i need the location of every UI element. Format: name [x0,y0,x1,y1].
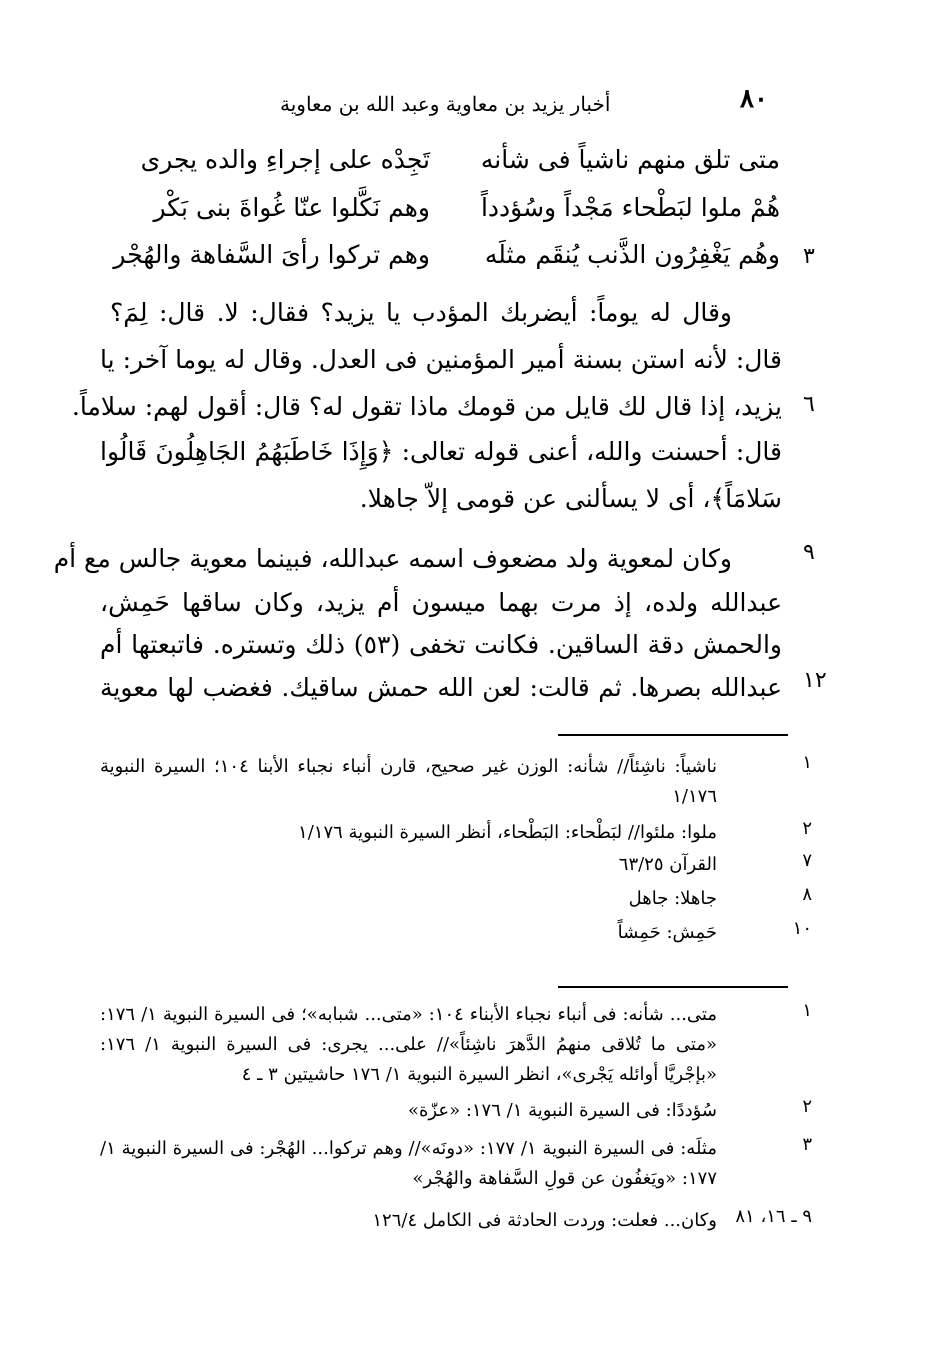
note-text: سُؤددًا: فى السيرة النبوية ١/ ١٧٦: «عزّة» [407,1100,717,1121]
text-line: قال: لأنه استن بسنة أمير المؤمنين فى العدل. وقال له يوما آخر: يا [100,345,782,374]
text-line: وقال له يوماً: أيضربك المؤدب يا يزيد؟ فقال: لا. قال: لِمَ؟ [110,298,732,327]
source-note [100,1096,812,1126]
apparatus-note [100,752,812,812]
sources-divider [558,986,788,988]
line-number: ٩ [803,540,815,565]
apparatus-divider [558,734,788,736]
note-text: ناشياً: ناشِئاً// شأنه: الوزن غير صحيح، قارن أنباء نجباء الأبنا ١٠٤؛ السيرة النبوية ١/١٧٦ [100,756,718,807]
note-text: ملوا: ملئوا// لبَطْحاء: البَطْحاء، أنظر السيرة النبوية ١/١٧٦ [298,822,717,843]
note-number: ٢ [802,1096,812,1117]
note-text: مثلَه: فى السيرة النبوية ١/ ١٧٧: «دونَه»// وهم تركوا... الهُجْر: فى السيرة النبوية ١/ ١٧٧: «ويَغفُون عن قولِ السَّفاهة والهُجْر» [100,1138,717,1189]
note-number: ٧ [802,850,812,871]
text-line: عبدالله ولده، إذ مرت بهما ميسون أم يزيد، وكان ساقها حَمِش، [100,588,782,617]
text-line: سَلامَاً﴾، أى لا يسألنى عن قومى إلاّ جاهلا. [359,484,782,513]
note-number: ١ [802,1000,812,1021]
poem-verse [90,193,780,233]
source-note [100,1000,812,1092]
note-number: ٢ [802,818,812,839]
apparatus-note [100,918,812,948]
apparatus-note [100,884,812,914]
note-text: جاهلا: جاهل [628,888,717,909]
line-number: ١٢ [803,668,827,693]
verse-second-hemistich: وهم نَكَّلوا عنّا غُواةَ بنى بَكْر [153,193,430,222]
note-number: ١ [802,752,812,773]
line-number: ٦ [803,392,815,417]
note-number: ١٠ [792,918,812,939]
note-text: القرآن ٦٣/٢٥ [618,854,717,875]
note-number: ٣ [802,1134,812,1155]
text-line: والحمش دقة الساقين. فكانت تخفى (٥٣) ذلك وتستره. فاتبعتها أم [100,630,782,659]
source-note [100,1206,812,1236]
poem-verse [90,145,780,185]
verse-second-hemistich: وهم تركوا رأىَ السَّفاهة والهُجْر [113,240,430,269]
text-line: قال: أحسنت والله، أعنى قوله تعالى: ﴿وَإِذَا خَاطَبَهُمُ الجَاهِلُونَ قَالُوا [100,437,782,466]
text-line: عبدالله بصرها. ثم قالت: لعن الله حمش ساقيك. فغضب لها معوية [100,673,782,702]
verse-first-hemistich: وهُم يَغْفِرُون الذَّنب يُنقَم مثلَه [484,240,780,269]
note-text: وكان... فعلت: وردت الحادثة فى الكامل ١٢٦/٤ [372,1210,717,1231]
verse-first-hemistich: هُمْ ملوا لبَطْحاء مَجْداً وسُؤدداً [480,193,780,222]
text-line: وكان لمعوية ولد مضعوف اسمه عبدالله، فبينما معوية جالس مع أم [53,544,732,573]
note-text: حَمِش: حَمِشاً [617,922,717,943]
verse-second-hemistich: تَجِدْه على إجراءِ والده يجرى [140,145,430,174]
apparatus-note [100,818,812,848]
note-text: متى... شأنه: فى أنباء نجباء الأبناء ١٠٤: «متى... شبابه»؛ فى السيرة النبوية ١/ ١٧٦: «متى ما تُلاقى منهمُ الدَّهرَ ناشِئاً»// على... يجرى: فى السيرة النبوية ١/ ١٧٦: «بإجْريَّا أوائله يَجْرى»، انظر السيرة النبوية ١/ ١٧٦ حاشيتين ٣ ـ ٤ [100,1004,717,1085]
text-line: يزيد، إذا قال لك قايل من قومك ماذا تقول له؟ قال: أقول لهم: سلاماً. [71,392,782,421]
line-number: ٣ [803,244,815,269]
note-number: ٩ ـ ١٦، ٨١ [735,1206,812,1227]
note-number: ٨ [802,884,812,905]
poem-verse [90,240,780,280]
page-number: ٨٠ [740,84,768,114]
verse-first-hemistich: متى تلق منهم ناشياً فى شأنه [480,145,780,174]
source-note [100,1134,812,1194]
apparatus-note [100,850,812,880]
running-head: أخبار يزيد بن معاوية وعبد الله بن معاوية [280,92,611,116]
